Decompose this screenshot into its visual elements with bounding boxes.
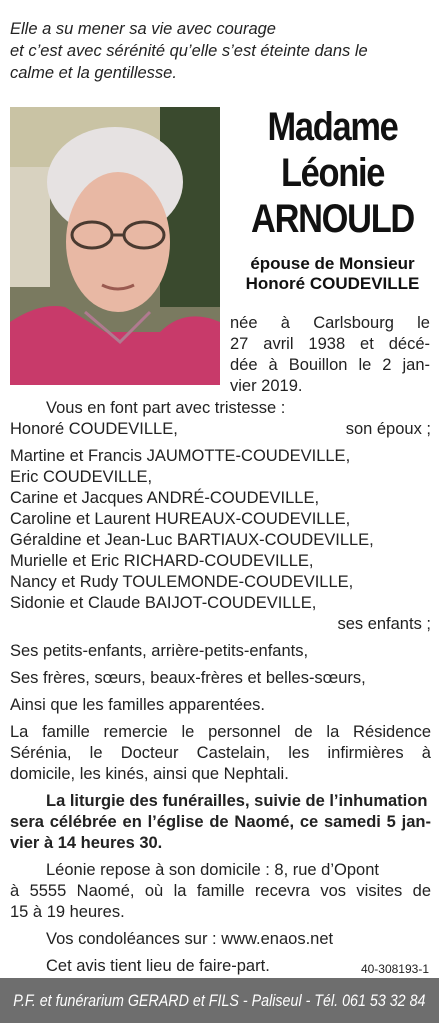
notice-text: Cet avis tient lieu de faire-part. [46,957,270,975]
child-entry: Caroline et Laurent HUREAUX-COUDEVILLE, [10,510,351,528]
child-entry: Eric COUDEVILLE, [10,468,153,486]
child-entry: Nancy et Rudy TOULEMONDE-COUDEVILLE, [10,573,354,591]
children-role: ses enfants ; [337,615,431,633]
born-line: 27 avril 1938 et décé- [230,335,430,353]
notice-body [10,398,431,977]
intro-quote [10,18,430,84]
name-title: Madame [267,105,398,149]
spouse-name: Honoré COUDEVILLE [245,274,420,293]
thanks-paragraph [10,722,431,785]
husband-role: son époux ; [345,420,431,438]
intro-line: Elle a su mener sa vie avec courage [10,20,276,38]
birth-death-info [230,313,430,397]
announce-text: Vous en font part avec tristesse : [46,399,286,417]
rest-line: Léonie repose à son domicile : 8, rue d’Opont [46,861,379,879]
child-entry: Martine et Francis JAUMOTTE-COUDEVILLE, [10,447,351,465]
family-line: Ainsi que les familles apparentées. [10,696,265,714]
funeral-line: La liturgie des funérailles, suivie de l’inhumation [46,792,428,810]
child-entry: Carine et Jacques ANDRÉ-COUDEVILLE, [10,489,320,507]
intro-line: et c’est avec sérénité qu’elle s’est éteinte dans le [10,42,368,60]
child-entry: Sidonie et Claude BAIJOT-COUDEVILLE, [10,594,317,612]
name-first: Léonie [280,151,385,195]
funeral-home-footer [0,978,439,1023]
thanks-line: La famille remercie le personnel de la Résidence [10,723,431,741]
husband-row [10,419,431,440]
footer-text: P.F. et funérarium GERARD et FILS - Paliseul - Tél. 061 53 32 84 [13,990,426,1010]
deceased-name [241,104,424,242]
intro-line: calme et la gentillesse. [10,64,177,82]
rest-paragraph [10,860,431,923]
child-entry: Géraldine et Jean-Luc BARTIAUX-COUDEVILLE, [10,531,374,549]
family-line: Ses frères, sœurs, beaux-frères et belles-sœurs, [10,669,366,687]
rest-line: 15 à 19 heures. [10,903,125,921]
portrait-image [10,107,220,385]
rest-line: à 5555 Naomé, où la famille recevra vos visites de [10,882,431,900]
portrait-photo [10,107,220,385]
spouse-info [226,254,439,294]
born-line: vier 2019. [230,377,303,395]
thanks-line: Sérénia, le Docteur Castelain, les infirmières à [10,744,431,762]
condolences-text: Vos condoléances sur : www.enaos.net [46,930,334,948]
funeral-line: sera célébrée en l’église de Naomé, ce samedi 5 jan- [10,813,431,831]
child-entry: Murielle et Eric RICHARD-COUDEVILLE, [10,552,314,570]
spouse-line: épouse de Monsieur [250,254,415,273]
born-line: née à Carlsbourg le [230,314,430,332]
name-last: ARNOULD [251,197,414,241]
funeral-line: vier à 14 heures 30. [10,834,163,852]
thanks-line: domicile, les kinés, ainsi que Nephtali. [10,765,289,783]
born-line: dée à Bouillon le 2 jan- [230,356,430,374]
family-line: Ses petits-enfants, arrière-petits-enfants, [10,642,309,660]
funeral-paragraph [10,791,431,854]
husband-name: Honoré COUDEVILLE, [10,420,178,438]
reference-number: 40-308193-1 [360,962,429,976]
